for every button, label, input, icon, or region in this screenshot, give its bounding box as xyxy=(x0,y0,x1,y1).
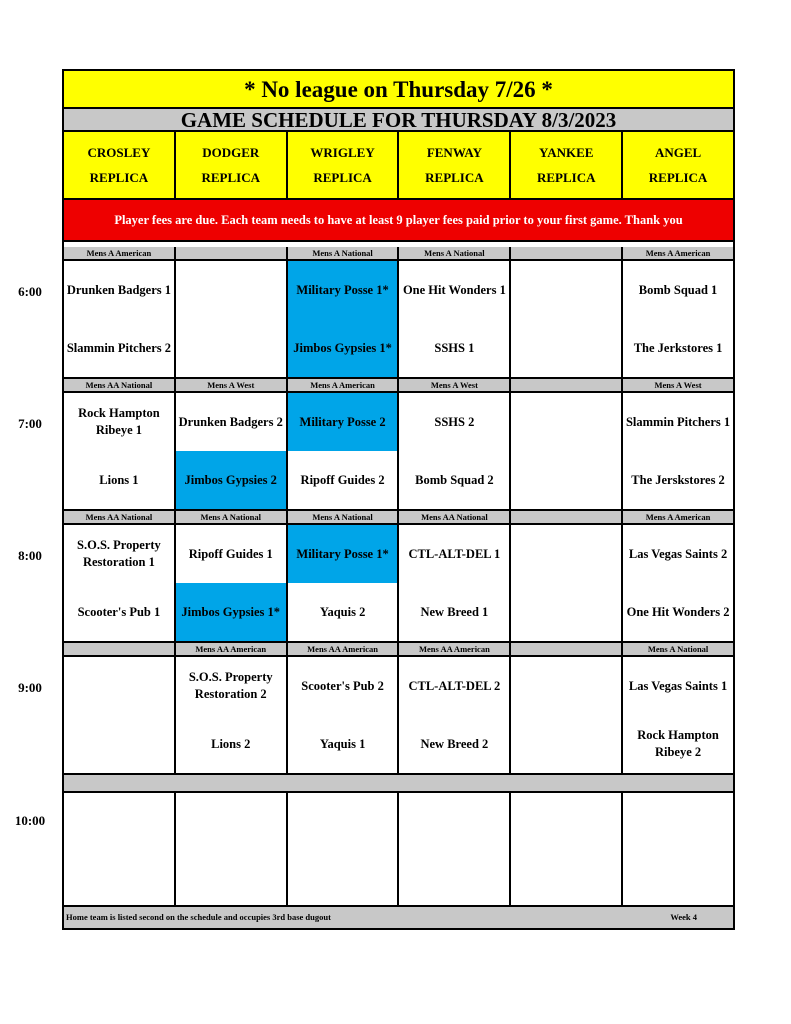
time-label-9: 9:00 xyxy=(18,680,42,695)
division-label xyxy=(511,247,623,259)
division-label: Mens A West xyxy=(654,380,702,390)
game-slot xyxy=(64,715,174,773)
division-label: Mens A National xyxy=(647,644,709,654)
game-slot xyxy=(511,261,621,319)
division-label: Mens A West xyxy=(399,379,511,391)
game-slot xyxy=(64,657,174,715)
game-slot xyxy=(176,319,286,377)
division-label: Mens A National xyxy=(399,247,511,259)
time-label-6: 6:00 xyxy=(18,284,42,299)
division-label: Mens A American xyxy=(288,379,400,391)
game-slot: Yaquis 2 xyxy=(319,604,366,619)
game-slot: Ripoff Guides 1 xyxy=(188,546,273,561)
game-slot: New Breed 2 xyxy=(420,736,489,751)
division-label: Mens A National xyxy=(176,511,288,523)
division-row-7 xyxy=(64,379,733,393)
game-slot: Slammin Pitchers 2 xyxy=(66,340,171,355)
field-dodger: DODGER REPLICA xyxy=(176,132,288,198)
game-slot: Bomb Squad 2 xyxy=(415,472,494,487)
game-slot: Military Posse 2 xyxy=(288,393,398,451)
division-label: Mens A American xyxy=(645,512,711,522)
week-label: Week 4 xyxy=(670,912,697,922)
game-slot: Jimbos Gypsies 2 xyxy=(176,451,286,509)
empty-cell xyxy=(288,793,400,907)
game-slot: Rock Hampton Ribeye 2 xyxy=(637,728,719,759)
game-slot xyxy=(511,657,621,715)
empty-cell xyxy=(511,793,623,907)
schedule-title: GAME SCHEDULE FOR THURSDAY 8/3/2023 xyxy=(64,109,733,132)
division-row-8 xyxy=(64,511,733,525)
game-slot: Jimbos Gypsies 1* xyxy=(288,319,398,377)
game-slot: SSHS 1 xyxy=(434,340,475,355)
game-slot: S.O.S. Property Restoration 2 xyxy=(188,670,273,701)
game-slot: Drunken Badgers 2 xyxy=(178,414,283,429)
game-slot xyxy=(511,525,621,583)
game-slot: Drunken Badgers 1 xyxy=(66,282,171,297)
home-team-note: Home team is listed second on the schedule and occupies 3rd base dugout xyxy=(66,912,331,922)
time-label-8: 8:00 xyxy=(18,548,42,563)
game-slot xyxy=(511,319,621,377)
empty-cell xyxy=(176,793,288,907)
division-label: Mens AA National xyxy=(64,511,176,523)
game-slot xyxy=(511,715,621,773)
game-slot: SSHS 2 xyxy=(434,414,475,429)
division-label xyxy=(511,643,623,655)
time-label-7: 7:00 xyxy=(18,416,42,431)
game-slot xyxy=(511,451,621,509)
game-slot: Lions 2 xyxy=(211,736,251,751)
empty-cell xyxy=(399,793,511,907)
game-slot xyxy=(511,393,621,451)
game-slot: The Jerskstores 2 xyxy=(631,472,725,487)
division-label: Mens AA American xyxy=(176,643,288,655)
game-slot: CTL-ALT-DEL 2 xyxy=(408,678,501,693)
game-slot: Ripoff Guides 2 xyxy=(300,472,385,487)
field-crosley: CROSLEY REPLICA xyxy=(64,132,176,198)
division-label: Mens A National xyxy=(288,511,400,523)
division-label xyxy=(64,643,176,655)
empty-cell xyxy=(64,793,176,907)
game-slot: Bomb Squad 1 xyxy=(638,282,718,297)
division-label: Mens A National xyxy=(288,247,400,259)
division-row-9 xyxy=(64,643,733,657)
player-fees-notice: Player fees are due. Each team needs to have at least 9 player fees paid prior to your first game. Thank you xyxy=(64,198,733,242)
field-wrigley: WRIGLEY REPLICA xyxy=(288,132,400,198)
game-slot: Yaquis 1 xyxy=(319,736,366,751)
game-slot: The Jerkstores 1 xyxy=(633,340,723,355)
game-slot: CTL-ALT-DEL 1 xyxy=(408,546,501,561)
game-slot: New Breed 1 xyxy=(420,604,489,619)
games-row-10 xyxy=(64,793,733,907)
division-label: Mens AA National xyxy=(399,511,511,523)
field-header-row xyxy=(64,132,733,198)
division-label: Mens AA American xyxy=(288,643,400,655)
empty-cell xyxy=(623,793,733,907)
division-label xyxy=(511,511,623,523)
no-league-notice: * No league on Thursday 7/26 * xyxy=(64,71,733,109)
game-slot: Military Posse 1* xyxy=(288,261,398,319)
field-fenway: FENWAY REPLICA xyxy=(399,132,511,198)
division-label: Mens A American xyxy=(64,247,176,259)
game-slot xyxy=(511,583,621,641)
game-slot: Jimbos Gypsies 1* xyxy=(176,583,286,641)
division-label xyxy=(511,379,623,391)
game-slot: Scooter's Pub 1 xyxy=(77,604,161,619)
division-label: Mens AA National xyxy=(64,379,176,391)
division-label: Mens A West xyxy=(176,379,288,391)
division-label: Mens A American xyxy=(645,248,711,258)
game-slot: Las Vegas Saints 2 xyxy=(628,546,728,561)
game-slot: Lions 1 xyxy=(99,472,139,487)
games-row-7 xyxy=(64,393,733,509)
schedule-sheet xyxy=(62,69,735,930)
spacer-row xyxy=(64,773,733,793)
game-slot: Las Vegas Saints 1 xyxy=(628,678,728,693)
games-row-9 xyxy=(64,657,733,773)
division-label xyxy=(176,247,288,259)
division-row-6 xyxy=(64,247,733,261)
game-slot: One Hit Wonders 2 xyxy=(626,604,730,619)
footer xyxy=(64,905,733,928)
games-row-6 xyxy=(64,261,733,377)
game-slot xyxy=(176,261,286,319)
game-slot: S.O.S. Property Restoration 1 xyxy=(77,538,161,569)
field-angel: ANGEL REPLICA xyxy=(623,132,733,198)
field-yankee: YANKEE REPLICA xyxy=(511,132,623,198)
time-label-10: 10:00 xyxy=(14,813,46,828)
game-slot: Military Posse 1* xyxy=(288,525,398,583)
games-row-8 xyxy=(64,525,733,641)
division-label: Mens AA American xyxy=(399,643,511,655)
game-slot: Rock Hampton Ribeye 1 xyxy=(78,406,160,437)
game-slot: Slammin Pitchers 1 xyxy=(625,414,731,429)
game-slot: One Hit Wonders 1 xyxy=(402,282,506,297)
game-slot: Scooter's Pub 2 xyxy=(301,678,384,693)
